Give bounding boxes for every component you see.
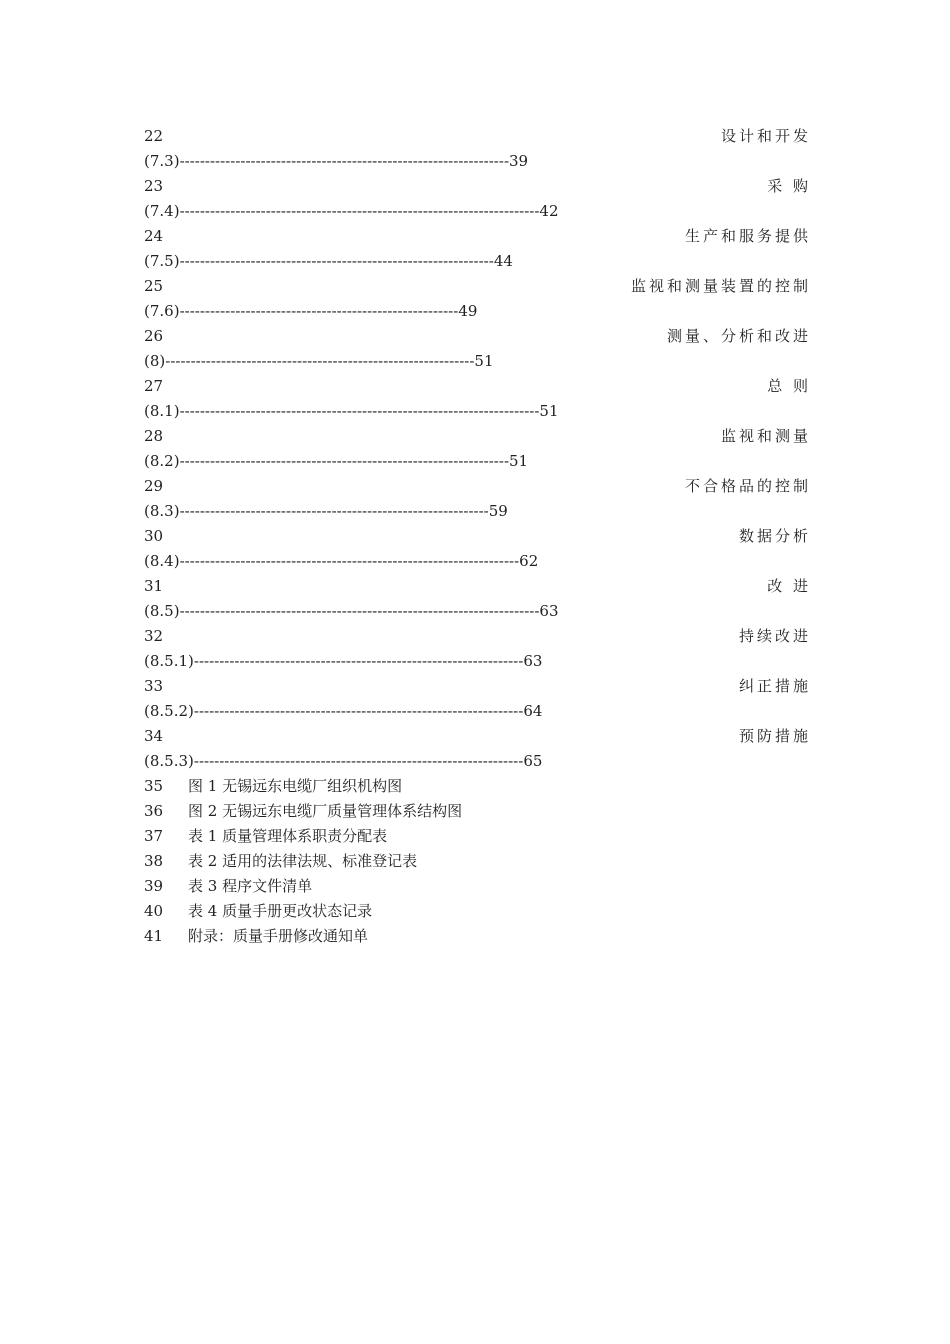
toc-entry-heading-line <box>144 174 811 199</box>
toc-entry-heading-line <box>144 674 811 699</box>
toc-entry-page-number: 59 <box>488 502 508 520</box>
toc-entry-heading-line <box>144 324 811 349</box>
toc-entry-title: 设计和开发 <box>720 127 811 145</box>
toc-entry-dot-leader: ----------------------------------------------------------------------- <box>179 602 540 620</box>
toc-entry-page-number: 51 <box>509 452 529 470</box>
toc-entry-dot-leader: ----------------------------------------------------------------- <box>179 152 510 170</box>
toc-entry-leader-line <box>144 499 808 524</box>
toc-entry <box>144 674 811 724</box>
toc-entry-title: 监视和测量 <box>720 427 811 445</box>
toc-entry-heading-line <box>144 224 811 249</box>
toc-entry-page-number: 39 <box>509 152 529 170</box>
toc-entry-page-number: 42 <box>539 202 559 220</box>
appendix-entry <box>144 774 808 799</box>
toc-entry-leader-line <box>144 399 808 424</box>
toc-entry-heading-line <box>144 424 811 449</box>
toc-entry-page-number: 65 <box>523 752 543 770</box>
toc-list <box>144 124 811 774</box>
appendix-list <box>144 774 808 949</box>
toc-entry <box>144 624 811 674</box>
toc-entry-leader-line <box>144 349 808 374</box>
toc-entry-page-number: 51 <box>539 402 559 420</box>
toc-entry <box>144 324 811 374</box>
toc-entry-heading-line <box>144 474 811 499</box>
toc-entry-leader-line <box>144 149 808 174</box>
toc-entry-title: 监视和测量装置的控制 <box>630 277 811 295</box>
appendix-entry-text: 附录：质量手册修改通知单 <box>188 927 369 945</box>
toc-entry-title: 采 购 <box>767 177 811 195</box>
table-of-contents <box>144 124 811 949</box>
appendix-entry-number: 38 <box>144 852 164 870</box>
toc-entry <box>144 224 811 274</box>
toc-entry-section: (8.1) <box>144 402 180 420</box>
toc-entry <box>144 474 811 524</box>
toc-entry-section: (7.3) <box>144 152 180 170</box>
toc-entry-leader-line <box>144 449 808 474</box>
appendix-entry-number: 35 <box>144 777 164 795</box>
appendix-entry-text: 表 1 质量管理体系职责分配表 <box>188 827 388 845</box>
toc-entry-page-number: 64 <box>523 702 543 720</box>
toc-entry-page-number: 51 <box>474 352 494 370</box>
appendix-entry-number: 39 <box>144 877 164 895</box>
toc-entry-dot-leader: ----------------------------------------------------------------------- <box>179 402 540 420</box>
toc-entry <box>144 124 811 174</box>
toc-entry <box>144 574 811 624</box>
toc-entry-number: 23 <box>144 177 164 195</box>
toc-entry-number: 31 <box>144 577 164 595</box>
toc-entry-section: (8.5.1) <box>144 652 194 670</box>
appendix-entry-text: 图 1 无锡远东电缆厂组织机构图 <box>188 777 403 795</box>
toc-entry-number: 34 <box>144 727 164 745</box>
toc-entry-heading-line <box>144 524 811 549</box>
appendix-entry-number: 40 <box>144 902 164 920</box>
toc-entry-dot-leader: ----------------------------------------------------------------- <box>193 652 524 670</box>
toc-entry-dot-leader: ----------------------------------------------------------------- <box>193 752 524 770</box>
toc-entry-leader-line <box>144 699 808 724</box>
toc-entry-dot-leader: ----------------------------------------------------------------- <box>179 452 510 470</box>
toc-entry <box>144 424 811 474</box>
toc-entry-heading-line <box>144 624 811 649</box>
toc-entry-section: (8.5.3) <box>144 752 194 770</box>
toc-entry-number: 32 <box>144 627 164 645</box>
toc-entry-dot-leader: ----------------------------------------------------------------------- <box>179 202 540 220</box>
toc-entry-section: (7.6) <box>144 302 180 320</box>
toc-entry-section: (7.5) <box>144 252 180 270</box>
toc-entry-number: 25 <box>144 277 164 295</box>
toc-entry-number: 33 <box>144 677 164 695</box>
toc-entry-heading-line <box>144 124 811 149</box>
toc-entry-number: 28 <box>144 427 164 445</box>
toc-entry <box>144 724 811 774</box>
appendix-entry <box>144 899 808 924</box>
toc-entry-title: 改 进 <box>767 577 811 595</box>
toc-entry-dot-leader: ------------------------------------------------------------- <box>165 352 475 370</box>
toc-entry-page-number: 63 <box>523 652 543 670</box>
toc-entry-page-number: 44 <box>493 252 513 270</box>
toc-entry <box>144 374 811 424</box>
appendix-entry-number: 37 <box>144 827 164 845</box>
toc-entry-title: 生产和服务提供 <box>684 227 811 245</box>
toc-entry-section: (8.5.2) <box>144 702 194 720</box>
toc-entry-heading-line <box>144 274 811 299</box>
toc-entry-dot-leader: ------------------------------------------------------- <box>179 302 459 320</box>
toc-entry-title: 数据分析 <box>738 527 811 545</box>
appendix-entry-text: 图 2 无锡远东电缆厂质量管理体系结构图 <box>188 802 463 820</box>
appendix-entry-number: 41 <box>144 927 164 945</box>
toc-entry-page-number: 62 <box>519 552 539 570</box>
appendix-entry-text: 表 2 适用的法律法规、标准登记表 <box>188 852 418 870</box>
appendix-entry <box>144 849 808 874</box>
toc-entry-title: 纠正措施 <box>738 677 811 695</box>
toc-entry-dot-leader: -------------------------------------------------------------- <box>179 252 494 270</box>
toc-entry-heading-line <box>144 724 811 749</box>
toc-entry <box>144 524 811 574</box>
toc-entry-section: (8.3) <box>144 502 180 520</box>
toc-entry-page-number: 49 <box>458 302 478 320</box>
toc-entry-number: 24 <box>144 227 164 245</box>
toc-entry-section: (8.5) <box>144 602 180 620</box>
toc-entry-title: 总 则 <box>767 377 811 395</box>
toc-entry-leader-line <box>144 199 808 224</box>
toc-entry-leader-line <box>144 249 808 274</box>
appendix-entry <box>144 824 808 849</box>
toc-entry <box>144 274 811 324</box>
toc-entry-title: 持续改进 <box>738 627 811 645</box>
toc-entry-dot-leader: ------------------------------------------------------------------- <box>179 552 520 570</box>
toc-entry-leader-line <box>144 649 808 674</box>
toc-entry-dot-leader: ----------------------------------------------------------------- <box>193 702 524 720</box>
toc-entry-leader-line <box>144 599 808 624</box>
toc-entry-number: 26 <box>144 327 164 345</box>
toc-entry-section: (7.4) <box>144 202 180 220</box>
toc-entry-number: 29 <box>144 477 164 495</box>
toc-entry-number: 27 <box>144 377 164 395</box>
toc-entry-page-number: 63 <box>539 602 559 620</box>
toc-entry-section: (8.4) <box>144 552 180 570</box>
appendix-entry-text: 表 3 程序文件清单 <box>188 877 313 895</box>
toc-entry-title: 预防措施 <box>738 727 811 745</box>
toc-entry-section: (8.2) <box>144 452 180 470</box>
toc-entry-leader-line <box>144 549 808 574</box>
toc-entry-heading-line <box>144 374 811 399</box>
toc-entry-dot-leader: ------------------------------------------------------------- <box>179 502 489 520</box>
toc-entry-heading-line <box>144 574 811 599</box>
appendix-entry <box>144 924 808 949</box>
appendix-entry <box>144 874 808 899</box>
toc-entry-number: 22 <box>144 127 164 145</box>
toc-entry-section: (8) <box>144 352 166 370</box>
appendix-entry-text: 表 4 质量手册更改状态记录 <box>188 902 373 920</box>
appendix-entry-number: 36 <box>144 802 164 820</box>
toc-entry-title: 测量、分析和改进 <box>666 327 811 345</box>
toc-entry-leader-line <box>144 299 808 324</box>
toc-entry-title: 不合格品的控制 <box>684 477 811 495</box>
toc-entry-leader-line <box>144 749 808 774</box>
toc-entry <box>144 174 811 224</box>
appendix-entry <box>144 799 808 824</box>
toc-entry-number: 30 <box>144 527 164 545</box>
